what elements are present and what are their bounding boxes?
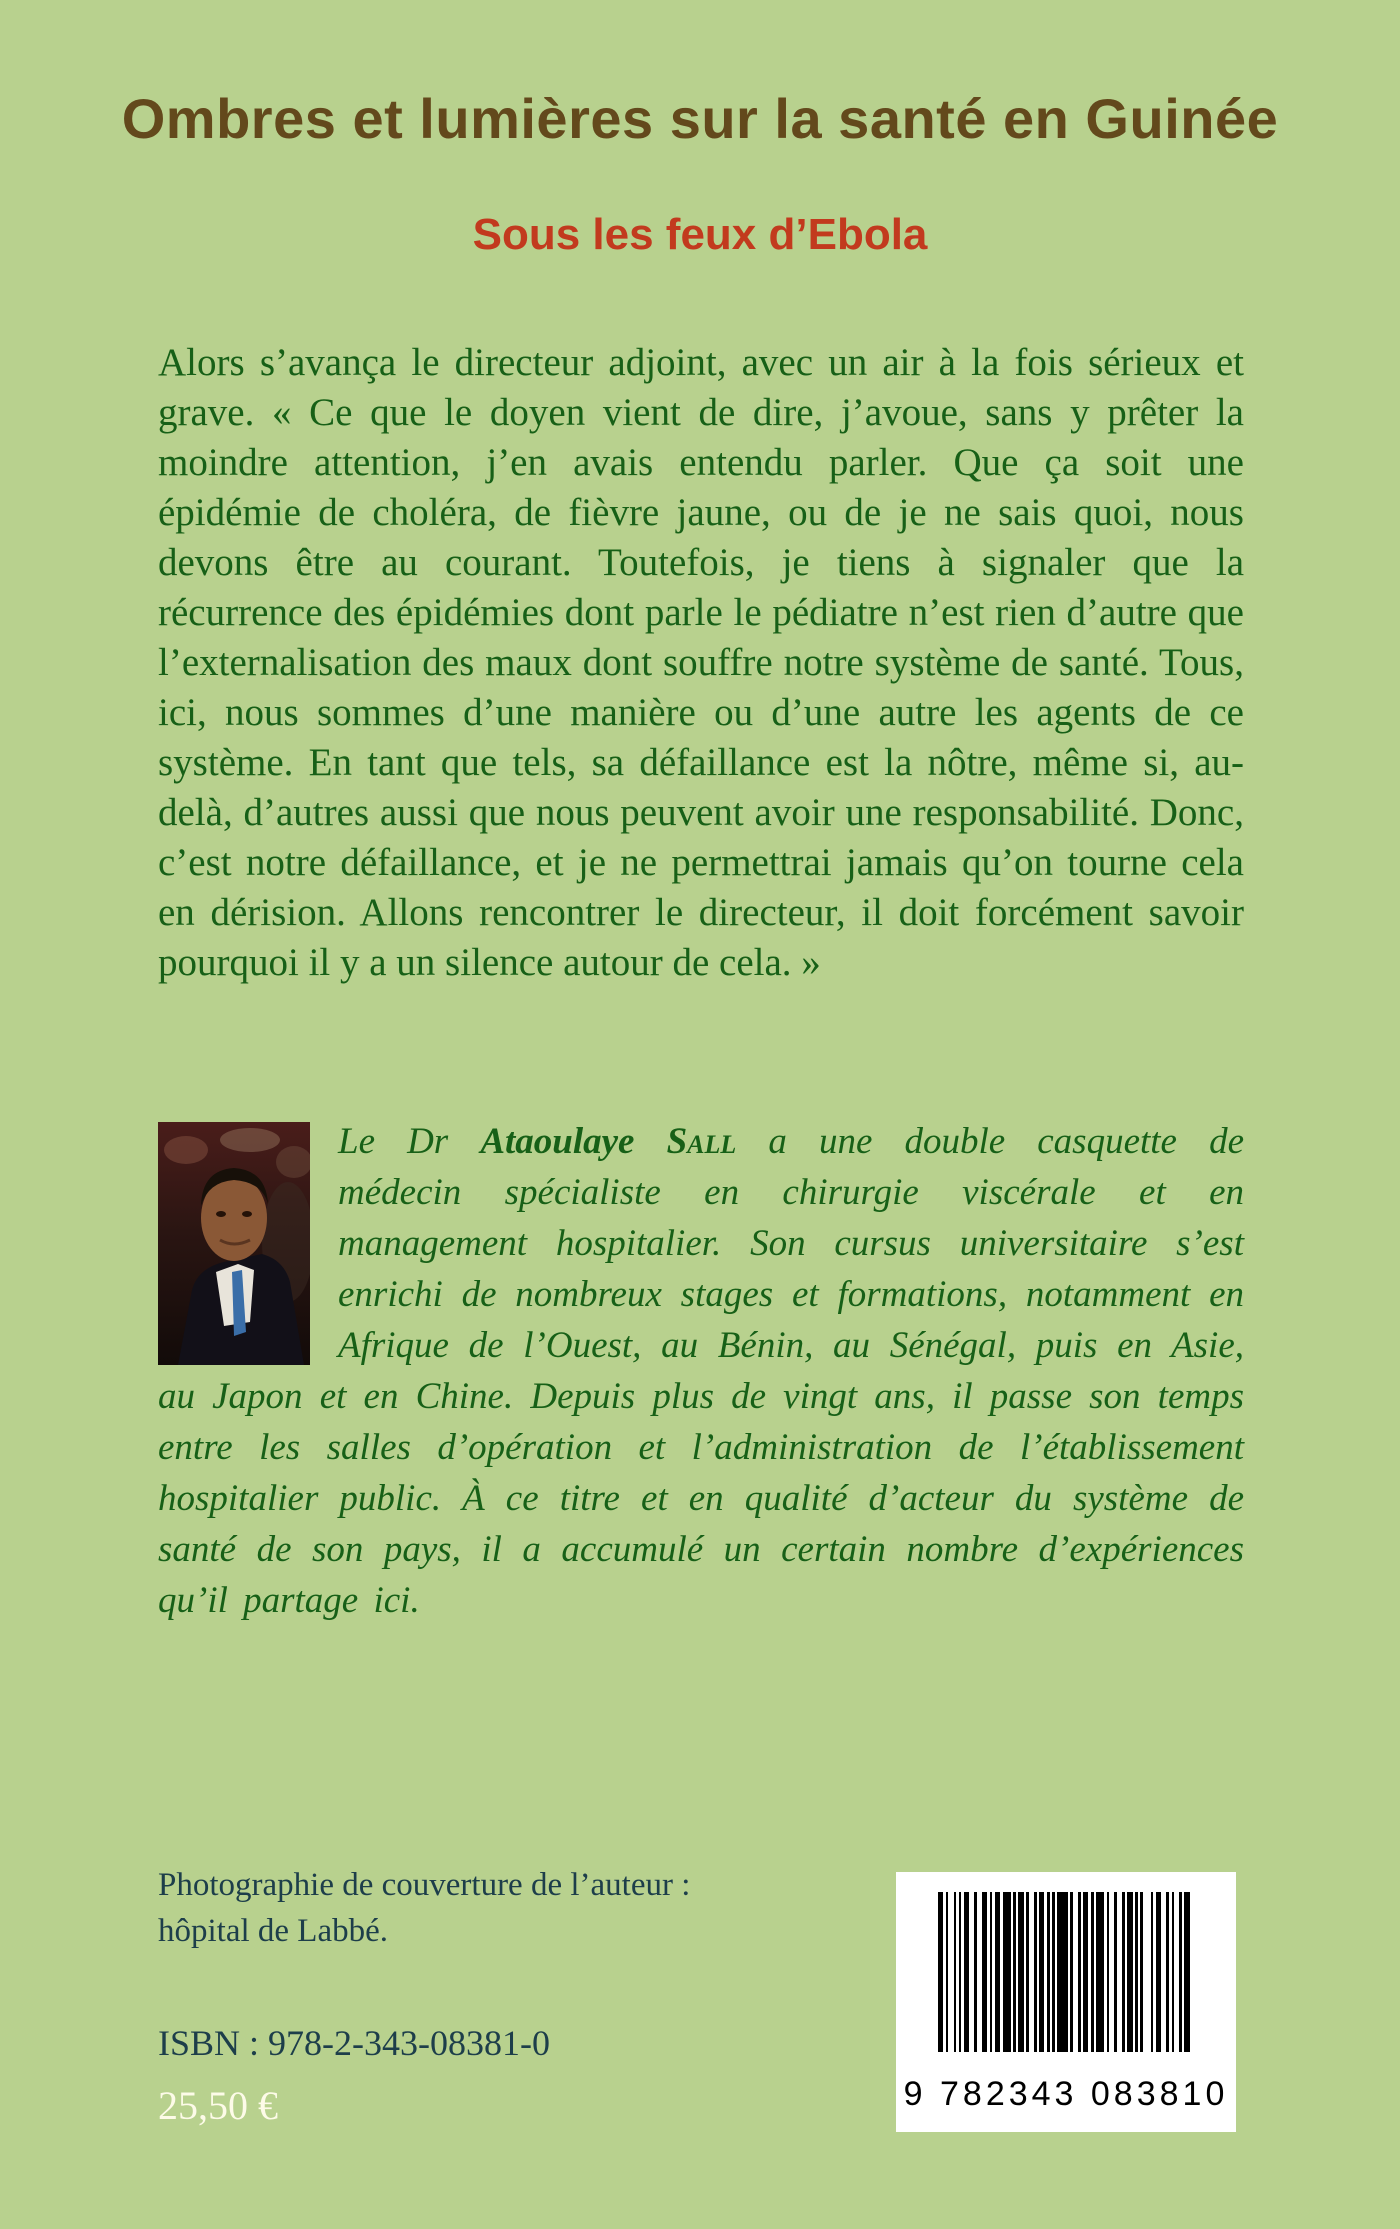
book-title: Ombres et lumières sur la santé en Guinée <box>121 87 1279 150</box>
author-name-last: Sall <box>666 1121 737 1162</box>
credit-line-1: Photographie de couverture de l’auteur : <box>158 1867 691 1903</box>
isbn-text: ISBN : 978-2-343-08381-0 <box>158 2023 550 2063</box>
excerpt-paragraph: Alors s’avança le directeur adjoint, avec un air à la fois sérieux et grave. « Ce que le doyen vient de dire, j’avoue, sans y prêter la moindre attention, j’en avais entendu parler. Que ça soit une épidémie de choléra, de fièvre jaune, ou de je ne sais quoi, nous devons être au courant. Toutefois, je tiens à signaler que la récurrence des épidémies dont parle le pédiatre n’est rien d’autre que l’externalisation des maux dont souffre notre système de santé. Tous, ici, nous sommes d’une manière ou d’une autre les agents de ce système. En tant que tels, sa défaillance est la nôtre, même si, au-delà, d’autres aussi que nous peuvent avoir une responsabilité. Donc, c’est notre défaillance, et je ne permettrai jamais qu’on tourne cela en dérision. Allons rencontrer le directeur, il doit forcément savoir pourquoi il y a un silence autour de cela. » <box>158 341 1244 984</box>
author-portrait-graphic <box>158 1122 310 1365</box>
barcode-number: 9 782343 083810 <box>903 2075 1229 2113</box>
barcode-bars <box>938 1892 1194 2052</box>
author-bio <box>158 1116 1244 1626</box>
bio-prefix: Le Dr <box>338 1121 481 1162</box>
price-text: 25,50 € <box>158 2083 278 2128</box>
barcode <box>896 1872 1236 2132</box>
book-subtitle: Sous les feux d’Ebola <box>472 210 928 259</box>
author-name-first: Ataoulaye <box>480 1121 667 1162</box>
cover-photo-credit <box>158 1862 858 1954</box>
author-photo <box>158 1122 310 1365</box>
bio-text: a une double casquette de médecin spécialiste en chirurgie viscérale et en management hospitalier. Son cursus universitaire s’est enrichi de nombreux stages et formations, notamment en Afrique de l’Ouest, au Bénin, au Sénégal, puis en Asie, au Japon et en Chine. Depuis plus de vingt ans, il passe son temps entre les salles d’opération et l’administration de l’établissement hospitalier public. À ce titre et en qualité d’acteur du système de santé de son pays, il a accumulé un certain nombre d’expériences qu’il partage ici. <box>158 1121 1244 1621</box>
credit-line-2: hôpital de Labbé. <box>158 1913 389 1949</box>
